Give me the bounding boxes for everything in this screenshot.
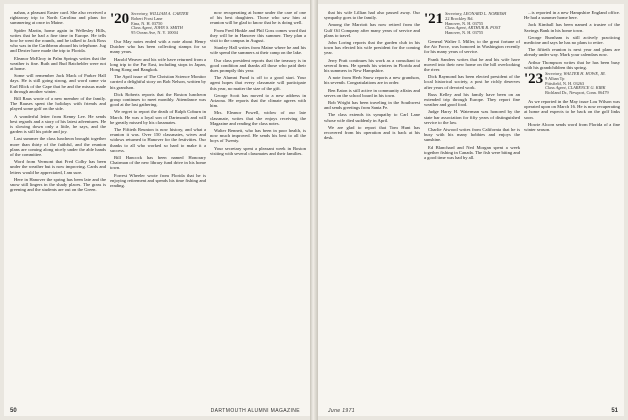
secretary-name: Secretary, WALTER H. HOWE, JR. — [545, 71, 606, 77]
paragraph: Eleanor McElroy in Palm Springs writes that the weather is fine. Ruth and Bud Batchelder were not at home. — [10, 55, 106, 72]
paragraph: Bob Wright has been traveling in the Southwest and sends greetings from Santa Fe. — [324, 100, 420, 111]
agent-address: Richland Dr., Newport, Conn. 06479 — [545, 90, 609, 96]
paragraph: The fiftieth reunion is next year and plans are already under way. Mark your calendars now. — [524, 47, 620, 58]
paragraph: Here in Hanover the spring has been late and the snow still lingers in the shady places. The grass is greening and the students are out on the Green. — [10, 176, 106, 193]
paragraph: Dick Raymond has been elected president of the local historical society, a post he richly deserves after years of devoted work. — [424, 74, 520, 90]
paragraph: Bill Hancock has been named Honorary Chairman of the new library fund drive in his home town. — [110, 155, 206, 171]
paragraph: Harold Weaver and his wife have returned from a long trip to the Far East, including stops in Japan, Hong Kong and Bangkok. — [110, 56, 206, 72]
agent-address: Hanover, N. H. 03755 — [445, 30, 484, 36]
paragraph: John Loring reports that the garden club in his town has elected his wife president for the coming year. — [324, 40, 420, 56]
paragraph: We regret to report the death of Ralph Coburn in March. He was a loyal son of Dartmouth and will be greatly missed by his classmates. — [110, 109, 206, 125]
paragraph: The April issue of The Christian Science Monitor carried a delightful story on Bob Nelson, written by his grandson. — [110, 74, 206, 90]
address-line: Hanover, N. H. 03755 — [445, 20, 484, 26]
address-line: Robert Frost Lane — [131, 15, 163, 21]
paragraph: Russ Kelley and his family have been on an extended trip through Europe. They report fine weather and good food. — [424, 91, 520, 108]
class-year: '21 — [424, 11, 444, 27]
agent-address: 95 Ocean Ave, N. Y. 10004 — [131, 30, 178, 36]
page-number: 51 — [611, 408, 618, 414]
left-page — [4, 4, 310, 416]
paragraph: A wonderful letter from Kenny Lee. He sends best regards and a story of his latest adventures. He is slowing down only a little, he says, and the garden is still his pride and joy. — [10, 113, 106, 135]
secretary-name: Secretary, LEONARD L. NORRISH — [445, 11, 507, 16]
paragraph: Word from Vermont that Fred Colby has been under the weather but is now improving. Cards and letters would be appreciated, I am sure. — [10, 159, 106, 175]
paragraph: General Walter I. Miller, to the great fortune of the Air Force, was honored in Washington recently for his many years of service. — [424, 38, 520, 55]
paragraph: Among the Marriott has now retired from the Gulf Oil Company after many years of service and plans to travel. — [324, 22, 420, 38]
paragraph: The Fiftieth Reunion is now history, and what a reunion it was. Over 150 classmates, wives and widows returned to Hanover for the festivities. Our thanks to all who worked so hard to make it a success. — [110, 127, 206, 153]
address-line: 9 Alban Tp — [545, 75, 565, 81]
class-officers — [445, 12, 506, 36]
paragraph: Charlie Atwood writes from California that he is busy with his many hobbies and enjoys the sunshine. — [424, 127, 520, 143]
class-agent: Class Agent, ARTHUR B. POST — [445, 25, 501, 31]
paragraph: ...is reported in a new Hampshire England office. He had a summer home here. — [524, 10, 620, 21]
magazine-title: DARTMOUTH ALUMNI MAGAZINE — [210, 408, 300, 414]
paragraph: Our May notes ended with a note about Henry Dutcher who has been collecting stamps for so many years. — [110, 38, 206, 55]
right-column-2 — [424, 10, 520, 396]
class-year: '23 — [524, 71, 544, 88]
right-page — [318, 4, 624, 416]
paragraph: The class extends its sympathy to Carl Lane whose wife died suddenly in April. — [324, 112, 420, 123]
paragraph: We are glad to report that Tom Hunt has recovered from his operation and is back at his desk. — [324, 124, 420, 141]
class-officers — [545, 72, 609, 96]
right-column-1 — [324, 10, 420, 396]
class-agent: Class Agent, CLARENCE G. KIRK — [545, 85, 606, 91]
paragraph: Ed Blanchard and Ned Morgan spent a week together fishing in Canada. The fish were biting and a good time was had by all. — [424, 144, 520, 161]
paragraph: Spider Martin, home again in Wellesley Hills, writes that he had a fine time in Europe. He tells how he went the rounds, and he talked to Jack Ross who was in the Caribbean aboard his telephone. Jug and Dexter have made the trip to Florida. — [10, 27, 106, 54]
paragraph: Bill Raus wrote of a new member of the family. The Rauses spent the holidays with friends and played some golf on the side. — [10, 96, 106, 112]
paragraph: Arthur Thompson writes that he has been busy with his grandchildren this spring. — [524, 59, 620, 70]
paragraph: A note from Herb Snow reports a new grandson, his seventh. Congratulations are in order. — [324, 75, 420, 86]
paragraph: Frank Sanders writes that he and his wife have moved into their new home on the hill overlooking the river. — [424, 56, 520, 72]
page-number: 50 — [10, 408, 17, 414]
paragraph: Last summer the class luncheon brought together more than thirty of the faithful, and the reunion plans are coming along nicely under the able hands of the committee. — [10, 136, 106, 158]
address-line: Etna, N. H. 03750 — [131, 20, 163, 26]
paragraph: Jerry Pratt continues his work as a consultant to several firms. He spends his winters in Florida and his summers in New Hampshire. — [324, 57, 420, 74]
class-officers — [131, 12, 188, 36]
paragraph: now recuperating at home under the care of one of his best daughters. Those who saw him at reunion will be glad to know that he is doing well. — [210, 10, 306, 26]
paragraph: Ben Eaton is still active in community affairs and serves on the school board in his town. — [324, 87, 420, 98]
paragraph: As we reported in the May issue Lou Wilson was operated upon on March 16. He is now recuperating at home and expects to be back on the golf links soon. — [524, 99, 620, 120]
address-line: Pittsfield, N. H. 03263 — [545, 80, 585, 86]
paragraph: Stanley Hall writes from Maine where he and his wife spend the summers at their camp on the lake. — [210, 45, 306, 56]
class-header-1920 — [110, 12, 206, 36]
paragraph: George Scott has moved to a new address in Arizona. He reports that the climate agrees with him. — [210, 92, 306, 109]
paragraph: Mrs. Eleanor Powell, widow of our late classmate, writes that she enjoys receiving the Magazine and reading the class notes. — [210, 110, 306, 126]
paragraph: Judge Harry H. Waterman was honored by the state bar association for fifty years of distinguished service to the law. — [424, 109, 520, 125]
right-column-3 — [524, 10, 620, 396]
paragraph: Dick Roberts reports that the Boston luncheon group continues to meet monthly. Attendance was good at the last gathering. — [110, 91, 206, 108]
left-column-3 — [210, 10, 306, 396]
paragraph: Our class president reports that the treasury is in good condition and thanks all those who paid their dues promptly this year. — [210, 57, 306, 74]
left-column-2 — [110, 10, 206, 396]
issue-date: June 1971 — [328, 408, 355, 414]
class-agent: Class Agent, JOHN S. SMITH — [131, 25, 183, 31]
paragraph: Your secretary spent a pleasant week in Boston visiting with several classmates and their families. — [210, 145, 306, 156]
class-header-1923 — [524, 72, 620, 96]
secretary-name: Secretary, WILLIAM A. CARTER — [131, 11, 189, 16]
paragraph: nahan, a pleasant Easter card. She also received a rightaway trip to North Carolina and plans for summering at once in Maine. — [10, 10, 106, 26]
paragraph: Walter Bennett, who has been in poor health, is now much improved. He sends his best to all the boys of Twenty. — [210, 128, 306, 144]
class-header-1921 — [424, 12, 520, 36]
paragraph: Jack Kimball has been named a trustee of the Savings Bank in his home town. — [524, 22, 620, 33]
page-gutter — [310, 0, 318, 420]
paragraph: Some will remember Jack Mack of Parker Hall days. He is still going strong, and word came via Earl Blick of the Cape that he and the missus made it through another winter. — [10, 73, 106, 94]
address-line: 22 Brockley Rd. — [445, 15, 474, 21]
paragraph: George Burnham is still actively practicing medicine and says he has no plans to retire. — [524, 34, 620, 46]
right-page-footer — [324, 404, 618, 414]
paragraph: Forrest Wheeler wrote from Florida that he is enjoying retirement and spends his time fishing and reading. — [110, 172, 206, 189]
paragraph: The Alumni Fund is off to a good start. Your agent hopes that every classmate will participate this year, no matter the size of the gift. — [210, 75, 306, 91]
class-year: '20 — [110, 11, 130, 27]
paragraph: From Fred Hinkle and Phil Goss comes word that they will be in Hanover this summer. They plan a visit to the campus in August. — [210, 27, 306, 44]
paragraph: Howie Alcorn sends word from Florida of a fine winter season. — [524, 121, 620, 133]
left-page-footer — [10, 404, 304, 414]
left-column-1 — [10, 10, 106, 396]
paragraph: that his wife Lillian had also passed away. Our sympathy goes to the family. — [324, 10, 420, 21]
